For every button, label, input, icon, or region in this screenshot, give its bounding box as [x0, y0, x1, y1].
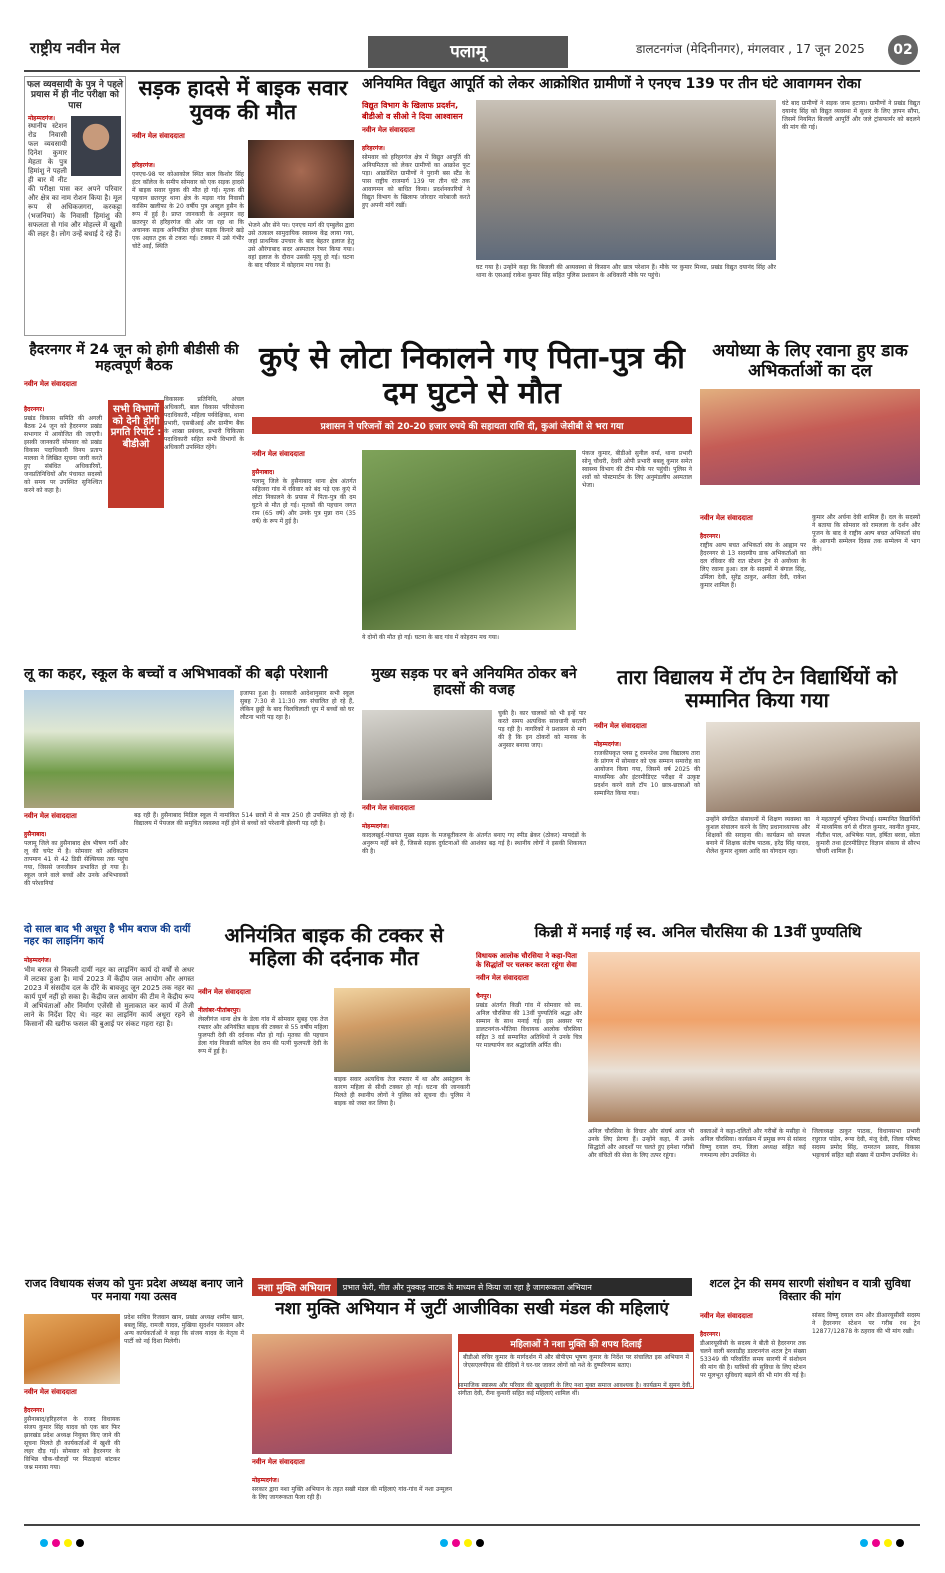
body: राष्ट्रीय अल्प बचत अभिकर्ता संघ के आह्वान पर हैदरनगर से 13 सदस्यीय डाक अभिकर्ताओं का दल रविवार की रात स्टेशन ट्रेन से अयोध्या के लिए रवाना हुआ। दल के सदस्यों में बंगाल सिंह, उर्मिला देवी, सुरेंद्र ठाकुर, अनीता देवी, राकेश कुमार शामिल हैं।	[700, 542, 806, 589]
body: प्रखंड अंतर्गत किन्नी गांव में सोमवार को स्व. अनिल चौरसिया की 13वीं पुण्यतिथि श्रद्धा और सम्मान के साथ मनाई गई। इस अवसर पर डालटनगंज-भीतिया विधायक आलोक चौरसिया सहित 3 वर्ड सम्मानित अतिथियों ने उनके चित्र पर माल्यार्पण कर श्रद्धांजलि अर्पित की।	[476, 1002, 582, 1049]
headline: लू का कहर, स्कूल के बच्चों व अभिभावकों की बढ़ी परेशानी	[24, 666, 328, 682]
dateline: डालटनगंज (मेदिनीनगर), मंगलवार , 17 जून 2025	[636, 42, 865, 56]
subhead: विधायक आलोक चौरसिया ने कहा-पिता के सिद्धांतों पर चलकर करता रहूंगा सेवा	[476, 952, 577, 969]
place: हरिहरगंज।	[132, 162, 155, 169]
place: हुसैनाबाद।	[24, 831, 47, 838]
photo-caption: ये दोनों की मौत हो गई। घटना के बाद गांव में कोहराम मच गया।	[362, 634, 500, 641]
story-well	[252, 342, 692, 658]
road-photo	[362, 710, 492, 800]
top-rule	[24, 70, 920, 72]
body-2: विकासक प्रतिनिधि, अंचल अधिकारी, बाल विकास परियोजना पदाधिकारी, महिला पर्यवेक्षिका, थाना प्रभारी, एसबीआई और ग्रामीण बैंक के शाखा प्रबंधक, प्रभारी चिकित्सा पदाधिकारी सहित सभी विभागों के अधिकारी उपस्थित रहेंगे।	[164, 396, 244, 451]
color-registration-marks-center	[440, 1532, 488, 1551]
tribute-photo	[588, 952, 920, 1122]
headline: किन्नी में मनाई गई स्व. अनिल चौरसिया की 13वीं पुण्यतिथि	[534, 923, 862, 941]
body-2: अनिल चौरसिया के विचार और संघर्ष आज भी उनके लिए प्रेरणा हैं। उन्होंने कहा, मैं उनके सिद्धांतों और आदर्शों पर चलते हुए हमेशा गरीबों और वंचितों की सेवा के लिए तत्पर रहूंगा।	[588, 1128, 694, 1159]
body: पलामू जिले का हुसैनाबाद क्षेत्र भीषण गर्मी और लू की चपेट में है। सोमवार को अधिकतम तापमान 41 से 42 डिग्री सेल्सियस तक पहुंच गया, जिससे जनजीवन प्रभावित हो गया है। स्कूल जाने वाले बच्चों और उनके अभिभावकों की परेशानियां	[24, 840, 128, 887]
headline: फल व्यवसायी के पुत्र ने पहले प्रयास में ही नीट परीक्षा को पास	[27, 80, 123, 111]
body: राजकीयकृत प्लस टू रामनरेश उच्च विद्यालय तारा के प्रांगण में सोमवार को एक सम्मान समारोह का आयोजन किया गया, जिसमें वर्ष 2025 की माध्यमिक और इंटरमीडिएट परीक्षा में उत्कृष्ट प्रदर्शन करने वाले टॉप 10 छात्र-छात्राओं को सम्मानित किया गया।	[594, 750, 700, 797]
body: हुसैनाबाद/हरिहरगंज के राजद विधायक संजय कुमार सिंह यादव को एक बार फिर झारखंड प्रदेश अध्यक्ष नियुक्त किए जाने की सूचना मिलते ही कार्यकर्ताओं में खुशी की लहर दौड़ गई। सोमवार को हैदरनगर के विभिन्न चौक-चौराहों पर मिठाइयां बांटकर जश्न मनाया गया।	[24, 1416, 120, 1471]
section-tag: नशा मुक्ति अभियान	[252, 1278, 337, 1296]
body: एनएच-98 पर कोआकोल स्थित बाल किशोर सिंह इंटर कॉलेज के समीप सोमवार को एक सड़क हादसे में बाइक सवार युवक की मौत हो गई। मृतक की पहचान छतरपुर थाना क्षेत्र के मड़वा गांव निवासी कासिम खलीफा के 20 वर्षीय पुत्र अब्दुल हुसैन के रूप में हुई है। प्राप्त जानकारी के अनुसार वह छतरपुर से हरिहरगंज की ओर जा रहा था कि अचानक सड़क अनियंत्रित होकर सड़क किनारे खड़े एक अज्ञात ट्रक से टकरा गई। टक्कर में उसे गंभीर चोटें आईं, स्थिति	[132, 171, 244, 250]
well-photo	[362, 450, 576, 630]
body-2: उन्होंने संगठित संसाधनों में शिक्षण व्यवस्था का कुशल संचालन करने के लिए प्रधानाध्यापक और शिक्षकों की सराहना की। कार्यक्रम को सफल बनाने में शिक्षक संतोष पाठक, हरेंद्र सिंह यादव, शैलेश कुमार शुक्ला आदि का योगदान रहा।	[706, 816, 810, 855]
place: हुसैनाबाद।	[252, 469, 275, 476]
place: मोहम्मदगंज।	[252, 1477, 280, 1484]
story-mla	[24, 1278, 244, 1518]
headline: अयोध्या के लिए रवाना हुए डाक अभिकर्ताओं का दल	[712, 341, 908, 381]
bottom-rule	[24, 1524, 920, 1526]
body-2: कुमार और अर्चना देवी शामिल हैं। दल के सदस्यों ने बताया कि सोमवार को रामलला के दर्शन और पूजन के बाद वे राष्ट्रीय अल्प बचत अभिकर्ता संघ के आगामी सम्मेलन दिवस तक सम्मेलन में भाग लेंगे।	[812, 514, 920, 553]
headline: सड़क हादसे में बाइक सवार युवक की मौत	[138, 76, 348, 125]
place: हैदरनगर।	[24, 406, 45, 413]
byline: नवीन मेल संवाददाता	[476, 974, 529, 982]
body: लेस्लीगंज थाना क्षेत्र के डेला गांव में सोमवार सुबह एक तेज रफ्तार और अनियंत्रित बाइक की टक्कर से 55 वर्षीय महिला फुलपती देवी की दर्दनाक मौत हो गई। मृतका की पहचान डेला गांव निवासी कपिल देव राम की पत्नी फुलपती देवी के रूप में हुई है।	[198, 1016, 328, 1055]
story-kinni	[476, 924, 920, 1272]
section-name: पलामू	[368, 36, 568, 68]
byline: नवीन मेल संवाददाता	[24, 1388, 77, 1396]
color-registration-marks-right	[860, 1532, 908, 1551]
body-3: बढ़ रही हैं। हुसैनाबाद मिडिल स्कूल में नामांकित 514 छात्रों में से मात्र 250 ही उपस्थित हो रहे हैं। विद्यालय में पेयजल की समुचित व्यवस्था नहीं होने से बच्चों को परेशानी झेलनी पड़ रही है।	[134, 812, 354, 827]
body-3: वक्ताओं ने कहा-दलितों और गरीबों के मसीहा थे अनिल चौरसिया। कार्यक्रम में प्रमुख रूप से सांसद विष्णु दयाल राम, जिला अध्यक्ष सहित कई गणमान्य लोग उपस्थित थे।	[700, 1128, 806, 1159]
tagline: प्रभात फेरी, गीत और नुक्कड़ नाटक के माध्यम से किया जा रहा है जागरूकता अभियान	[342, 1282, 592, 1292]
byline: नवीन मेल संवाददाता	[362, 126, 415, 134]
story-fruit	[24, 76, 126, 336]
subbar: प्रशासन ने परिजनों को 20-20 हजार रुपये की सहायता राशि दी, कुआं जेसीबी से भरा गया	[252, 417, 692, 434]
celebration-photo	[24, 1314, 120, 1384]
crash-photo	[334, 988, 470, 1072]
body: प्रखंड विकास समिति की अगली बैठक 24 जून को हैदरनगर प्रखंड सभागार में आयोजित की जाएगी। इसकी जानकारी सोमवार को प्रखंड विकास पदाधिकारी विनय प्रताप मालवा ने लिखित सूचना जारी करते हुए संबंधित अधिकारियों, जनप्रतिनिधियों और पंचायत सदस्यों को समय पर उपस्थित सुनिश्चित करने को कहा है।	[24, 415, 102, 494]
place: मोहम्मदगंज।	[24, 957, 52, 964]
body-3: ने महत्वपूर्ण भूमिका निभाई। सम्मानित विद्यार्थियों में माध्यमिक वर्ग से धीरज कुमार, नवनीत कुमार, नीतीश पाल, अभिषेक पाल, हर्षिता बरवा, स्वेता कुमारी तथा इंटरमीडिएट विज्ञान संकाय से सौरभ चौधरी शामिल हैं।	[816, 816, 920, 855]
body: स्थानीय स्टेशन रोड निवासी फल व्यवसायी दिनेश कुमार मेहता के पुत्र हिमांशु ने पहली ही बार में नीट की परीक्षा पास कर अपने परिवार और क्षेत्र का नाम रोशन किया है। मूल रूप से अधिकजगरा, करकट्टा (भजनिया) के निवासी हिमांशु की सफलता से गांव और मोहल्ले में खुशी की लहर है। लोग उन्हें बधाई दे रहे हैं।	[28, 122, 122, 239]
headline: अनियमित विद्युत आपूर्ति को लेकर आक्रोशित ग्रामीणों ने एनएच 139 पर तीन घंटे आवागमन रोका	[362, 76, 861, 92]
paper-name: राष्ट्रीय नवीन मेल	[30, 39, 120, 57]
byline: नवीन मेल संवाददाता	[700, 514, 753, 522]
story-nh	[362, 76, 920, 334]
body: कादलखुर्द-पंचायत मुख्य सड़क के मजबूतीकरण के अंतर्गत बनाए गए स्पीड ब्रेकर (ठोकर) मापदंडों के अनुरूप नहीं बने हैं, जिससे सड़क दुर्घटनाओं की आशंका बढ़ गई है। स्थानीय लोगों ने इसकी शिकायत की है।	[362, 832, 586, 855]
place: मोहम्मदगंज।	[28, 115, 56, 123]
byline: नवीन मेल संवाददाता	[198, 988, 251, 996]
body-2: सामाजिक स्वास्थ्य और परिवार की खुशहाली के लिए नशा मुक्त समाज आवश्यक है। कार्यक्रम में सुमन देवी, संगीता देवी, रीना कुमारी सहित कई महिलाएं शामिल थीं।	[458, 1382, 692, 1397]
portrait-photo	[71, 116, 121, 176]
headline: राजद विधायक संजय को पुनः प्रदेश अध्यक्ष बनाए जाने पर मनाया गया उत्सव	[24, 1277, 244, 1303]
story-crash	[198, 924, 470, 1272]
victim-photo	[248, 140, 354, 218]
headline: नशा मुक्ति अभियान में जुटीं आजीविका सखी मंडल की महिलाएं	[275, 1299, 669, 1319]
headline: कुएं से लोटा निकालने गए पिता-पुत्र की दम घुटने से मौत	[259, 341, 685, 411]
body: सरकार द्वारा नशा मुक्ति अभियान के तहत सखी मंडल की महिलाएं गांव-गांव में नशा उन्मूलन के लिए जागरूकता फैला रही हैं।	[252, 1486, 452, 1501]
body: डीआरयूसीसी के सदस्य ने बीती से हैदरनगर तक चलने वाली बरवाडीह डाल्टनगंज शटल ट्रेन संख्या 53349 की परिवर्तित समय सारणी में संशोधन की मांग की है। यात्रियों की सुविधा के लिए स्टेशन पर मूलभूत सुविधाएं बढ़ाने की भी मांग की गई है।	[700, 1340, 806, 1379]
body: भीम बराज से निकली दायीं नहर का लाइनिंग कार्य दो वर्षों से अधर में लटका हुआ है। मार्च 2023 में केंद्रीय जल आयोग और अगस्त 2023 में संसदीय दल के दौरे के बावजूद जून 2025 तक नहर का कार्य पूर्ण नहीं हो सका है। केंद्रीय जल आयोग की टीम ने केंद्रीय रूप में अभियंताओं और निर्माण एजेंसी से मुलाकात कर कार्य में तेजी लाने के निर्देश दिए थे। नहर का लाइनिंग कार्य अधूरा रहने से किसानों की खरीफ फसल की बुआई पर संकट गहरा रहा है।	[24, 966, 194, 1028]
place: नीलांबर-पीतांबरपुर।	[198, 1007, 241, 1014]
byline: नवीन मेल संवाददाता	[594, 722, 647, 730]
story-tara	[594, 666, 920, 916]
body-3: घंटे बाद ग्रामीणों ने सड़क जाम हटाया। ग्रामीणों ने प्रखंड विद्युत दयानंद सिंह को विद्युत व्यवस्था में सुधार के लिए ज्ञापन सौंपा, जिसमें नियमित बिजली आपूर्ति और जले ट्रांसफार्मर को बदलने की मांग की गई।	[782, 100, 920, 131]
body-2: पंकज कुमार, बीडीओ सुनील वर्मा, थाना प्रभारी सोनू चौधरी, देवरी ओपी प्रभारी बबलू कुमार समेत स्वास्थ्य विभाग की टीम मौके पर पहुंची। पुलिस ने शवों को पोस्टमार्टम के लिए अनुमंडलीय अस्पताल भेजा।	[582, 450, 692, 489]
place: हैदरनगर।	[24, 1407, 45, 1414]
byline: नवीन मेल संवाददाता	[24, 380, 77, 389]
story-bump	[362, 666, 586, 916]
place: मोहम्मदगंज।	[362, 823, 390, 830]
subhead: विद्युत विभाग के खिलाफ प्रदर्शन, बीडीओ व सीओ ने दिया आश्वासन	[362, 101, 463, 121]
award-photo	[706, 722, 920, 812]
body-2: बाइक सवार अत्यधिक तेज रफ्तार में था और असंतुलन के कारण महिला से सीधी टक्कर हो गई। घटना की जानकारी मिलते ही स्थानीय लोगों ने पुलिस को सूचना दी। पुलिस ने बाइक को जब्त कर लिया है।	[334, 1076, 470, 1107]
headline: दो साल बाद भी अधूरा है भीम बराज की दायीं नहर का लाइनिंग कार्य	[24, 924, 191, 947]
byline: नवीन मेल संवाददाता	[362, 804, 415, 812]
body-2: चुकी है। कार चालकों को भी इन्हें पार करते समय अत्यधिक सावधानी बरतनी पड़ रही है। नागरिकों ने प्रशासन से मांग की है कि इन ठोकरों को मानक के अनुसार बनाया जाए।	[498, 710, 586, 749]
story-haidernagar	[24, 342, 244, 658]
body: सोमवार को हरिहरगंज क्षेत्र में विद्युत आपूर्ति की अनियमितता को लेकर ग्रामीणों का आक्रोश फूट पड़ा। आक्रोशित ग्रामीणों ने पुरानी बस स्टैंड के पास राष्ट्रीय राजमार्ग 139 पर तीन घंटे तक आवागमन को बाधित किया। प्रदर्शनकारियों ने विद्युत विभाग के खिलाफ जोरदार नारेबाजी करते हुए अपनी मांगें रखीं।	[362, 154, 470, 209]
byline: नवीन मेल संवाददाता	[252, 450, 305, 458]
body-4: जिलाध्यक्ष ठाकुर पाठक, विधानसभा प्रभारी रघुराज पांडेय, रूपा देवी, मंजू देवी, जिला परिषद सदस्य प्रमोद सिंह, रामरतन प्रसाद, विकास भट्टाचार्य सहित बड़ी संख्या में ग्रामीण उपस्थित थे।	[812, 1128, 920, 1159]
oath-title: महिलाओं ने नशा मुक्ति की शपथ दिलाई	[459, 1335, 693, 1352]
school-photo	[24, 690, 234, 808]
headline: अनियंत्रित बाइक की टक्कर से महिला की दर्दनाक मौत	[224, 923, 444, 970]
body: पलामू जिले के हुसैनाबाद थाना क्षेत्र अंतर्गत सहिजरा गांव में रविवार को बंद पड़े एक कुएं में लोटा निकालने के प्रयास में पिता-पुत्र की दम घुटने से मौत हो गई। मृतकों की पहचान जगत राम (65 वर्ष) और उनके पुत्र मुन्ना राम (35 वर्ष) के रूप में हुई है।	[252, 478, 356, 525]
story-bike	[132, 76, 354, 334]
place: मोहम्मदगंज।	[594, 741, 622, 748]
story-heat	[24, 666, 354, 916]
byline: नवीन मेल संवाददाता	[252, 1458, 305, 1466]
body-2: प्रदेश सचिव रिजवान खान, प्रखंड अध्यक्ष शमीम खान, बबलू सिंह, रामजी यादव, मुखिया सुदर्शन पासवान और अन्य कार्यकर्ताओं ने कहा कि संजय यादव के नेतृत्व में पार्टी को नई दिशा मिलेगी।	[124, 1314, 244, 1345]
protest-photo	[476, 100, 776, 260]
color-registration-marks	[40, 1532, 88, 1551]
oath-body: बीडीओ रुचिर कुमार के मार्गदर्शन में और बीपीएम भूषण कुमार के निर्देश पर संचालित इस अभियान में जेएसएलपीएस की दीदियों ने घर-घर जाकर लोगों को नशे के दुष्परिणाम बताए।	[463, 1354, 689, 1369]
body-2: इजाफा हुआ है। सरकारी आदेशानुसार सभी स्कूल सुबह 7:30 से 11:30 तक संचालित हो रहे हैं, लेकिन छुट्टी के बाद चिलचिलाती धूप में बच्चों को घर लौटना भारी पड़ रहा है।	[240, 690, 354, 721]
story-drug	[252, 1278, 692, 1518]
body-2: भेजने और सेंने पर। एनएच मार्ग की एम्बुलेंस द्वारा उसे तत्काल सामुदायिक स्वास्थ्य केंद्र लाया गया, जहां प्राथमिक उपचार के बाद बेहतर इलाज हेतु उसे औरंगाबाद सदर अस्पताल रेफर किया गया। वहां इलाज के दौरान उसकी मृत्यु हो गई। घटना के बाद परिवार में कोहराम मच गया है।	[248, 222, 354, 269]
place: चैनपुर।	[476, 993, 492, 1000]
body-2: घट गया है। उन्होंने कहा कि बिजली की अव्यवस्था से किसान और छात्र परेशान हैं। मौके पर कुमार मिथ्या, प्रखंड विद्युत दयानंद सिंह और थाना के एसआई राकेश कुमार सिंह सहित पुलिस प्रशासन के अधिकारी मौके पर पहुंचे।	[476, 264, 776, 279]
byline: नवीन मेल संवाददाता	[24, 812, 77, 820]
place: हैदरनगर।	[700, 1331, 721, 1338]
headline: हैदरनगर में 24 जून को होगी बीडीसी की महत्वपूर्ण बैठक	[29, 342, 239, 375]
place: हरिहरगंज।	[362, 145, 385, 152]
story-train	[700, 1278, 920, 1518]
body-2: सांसद विष्णु दयाल राम और डीआरयूसीसी सदस्य ने हैदरनगर स्टेशन पर गरीब रथ ट्रेन 12877/12878 के ठहराव की भी मांग रखी।	[812, 1312, 920, 1335]
byline: नवीन मेल संवाददाता	[700, 1312, 753, 1320]
place: हैदरनगर।	[700, 533, 721, 540]
story-canal	[24, 924, 194, 1272]
group-photo	[700, 389, 920, 485]
headline: मुख्य सड़क पर बने अनियमित ठोकर बने हादसों की वजह	[371, 666, 577, 699]
headline: तारा विद्यालय में टॉप टेन विद्यार्थियों को सम्मानित किया गया	[616, 665, 898, 712]
headline: शटल ट्रेन की समय सारणी संशोधन व यात्री सुविधा विस्तार की मांग	[709, 1277, 911, 1303]
byline: नवीन मेल संवाददाता	[132, 132, 185, 141]
callout-box: सभी विभागों को देनी होगी प्रगति रिपोर्ट : बीडीओ	[108, 400, 164, 508]
campaign-photo	[252, 1334, 452, 1454]
story-ayodhya	[700, 342, 920, 658]
page-number: 02	[888, 35, 918, 65]
